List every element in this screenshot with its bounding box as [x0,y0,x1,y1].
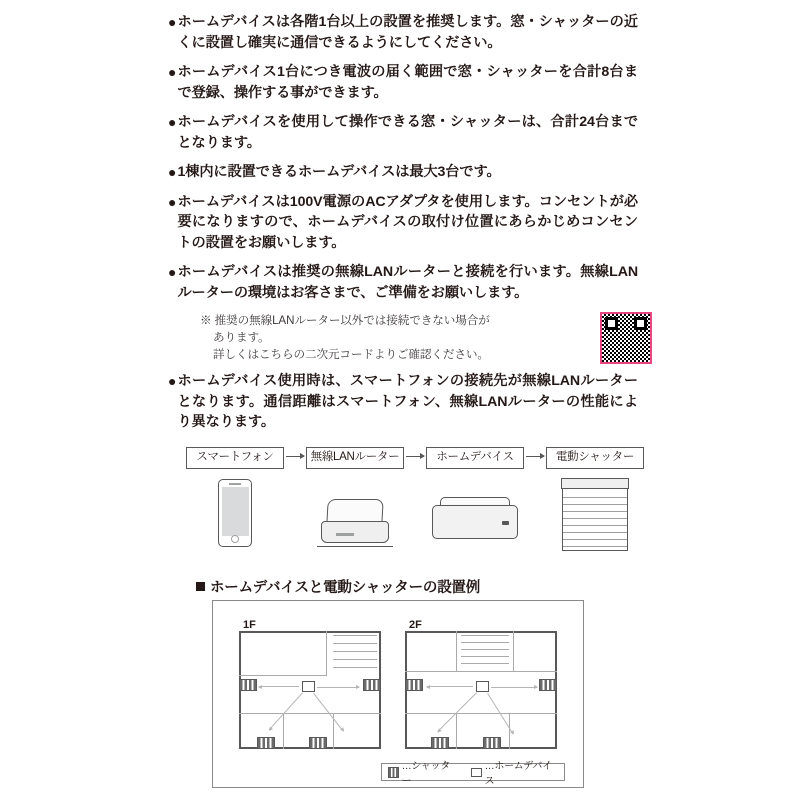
stairs [333,659,377,660]
home-device-icon [426,495,524,577]
square-bullet-icon [196,582,205,591]
list-item [168,262,638,303]
plan-wall [239,631,381,633]
list-item-text: 1棟内に設置できるホームデバイスは最大3台です。 [177,164,501,180]
installation-example-title-text: ホームデバイスと電動シャッターの設置例 [210,580,481,596]
shutter-marker [363,679,381,691]
link-arrow [269,692,303,730]
flow-item-smartphone [186,447,284,561]
installation-example-title [196,576,480,597]
home-device-marker [476,681,489,692]
plan-wall [456,713,457,749]
note-line-1: ※ 推奨の無線LANルーター以外では接続できない場合が [200,314,490,327]
shutter-marker [431,737,449,749]
list-item [168,192,638,254]
stairs [333,667,377,668]
floor-label-2f: 2F [409,619,422,631]
list-item-text: ホームデバイスは各階1台以上の設置を推奨します。窓・シャッターの近くに設置し確実に通信できるようにしてください。 [177,14,638,51]
electric-shutter-icon [546,479,644,561]
legend-shutter-icon [388,767,399,778]
device-flow-diagram [186,447,635,567]
shutter-marker [539,679,557,691]
bullet-dot-icon: ● [168,164,177,180]
note-line-2: あります。 [213,331,270,344]
list-item-text: ホームデバイスを使用して操作できる窓・シャッターは、合計24台までとなります。 [177,114,638,151]
bullet-dot-icon: ● [168,14,177,30]
shutter-marker [257,737,275,749]
stairs [461,649,509,650]
flow-label-shutter: 電動シャッター [546,447,644,469]
bullet-dot-icon: ● [168,264,177,280]
list-item [168,162,638,183]
plan-wall [239,675,327,676]
bullet-dot-icon: ● [168,64,177,80]
link-arrow [427,686,473,687]
bullet-list [168,12,638,442]
stairs [461,635,509,636]
flow-arrow-3-icon [526,456,544,457]
note-line-3: 詳しくはこちらの二次元コードよりご確認ください。 [213,348,489,361]
router-icon [306,493,404,575]
stairs [333,643,377,644]
list-item [168,12,638,53]
shutter-marker [309,737,327,749]
list-item-text: ホームデバイス1台につき電波の届く範囲で窓・シャッターを合計8台まで登録、操作する事ができます。 [177,64,638,101]
bullet-dot-icon: ● [168,114,177,130]
plan-wall [239,713,381,714]
floor-plan-diagram [212,600,584,788]
link-arrow [259,686,299,687]
home-device-marker [302,681,315,692]
plan-wall [405,631,557,633]
stairs [333,651,377,652]
bullet-dot-icon: ● [168,193,177,210]
stairs [461,656,509,657]
list-item-text: ホームデバイスは100V電源のACアダプタを使用します。コンセントが必要になりますので、ホームデバイスの取付け位置にあらかじめコンセントの設置をお願いします。 [177,193,638,251]
plan-wall [405,713,557,714]
legend-shutter-label: …シャッター [401,761,450,787]
smartphone-icon [186,479,284,561]
flow-label-home-device: ホームデバイス [426,447,524,469]
qr-code-icon [600,312,652,364]
link-arrow [491,687,537,688]
list-item-text: ホームデバイスは推奨の無線LANルーターと接続を行います。無線LANルーターの環境はお客さまで、ご準備をお願いします。 [177,264,638,301]
stairs [461,642,509,643]
plan-legend [381,761,565,787]
list-item [168,371,638,433]
stairs [333,635,377,636]
floor-label-1f: 1F [243,619,256,631]
legend-home-device-icon [471,768,482,777]
plan-wall [405,671,557,672]
flow-label-router: 無線LANルーター [306,447,404,469]
plan-wall [456,631,457,671]
note-block [200,312,590,363]
shutter-marker [239,679,257,691]
shutter-marker [405,679,423,691]
shutter-marker [483,737,501,749]
plan-wall [283,713,284,749]
bullet-dot-icon: ● [168,373,177,389]
plan-wall [513,631,514,671]
list-item [168,62,638,103]
flow-item-router [306,447,404,575]
flow-item-shutter [546,447,644,561]
plan-wall [405,747,557,749]
flow-arrow-1-icon [286,456,304,457]
stairs [461,663,509,664]
link-arrow [317,687,359,688]
plan-wall [326,631,327,676]
flow-item-home-device [426,447,524,577]
flow-label-smartphone: スマートフォン [186,447,284,469]
flow-arrow-2-icon [406,456,424,457]
list-item [168,112,638,153]
legend-home-device-label: …ホームデバイス [484,761,552,787]
list-item-text: ホームデバイス使用時は、スマートフォンの接続先が無線LANルーターとなります。通信距離はスマートフォン、無線LANルーターの性能により異なります。 [177,373,638,430]
